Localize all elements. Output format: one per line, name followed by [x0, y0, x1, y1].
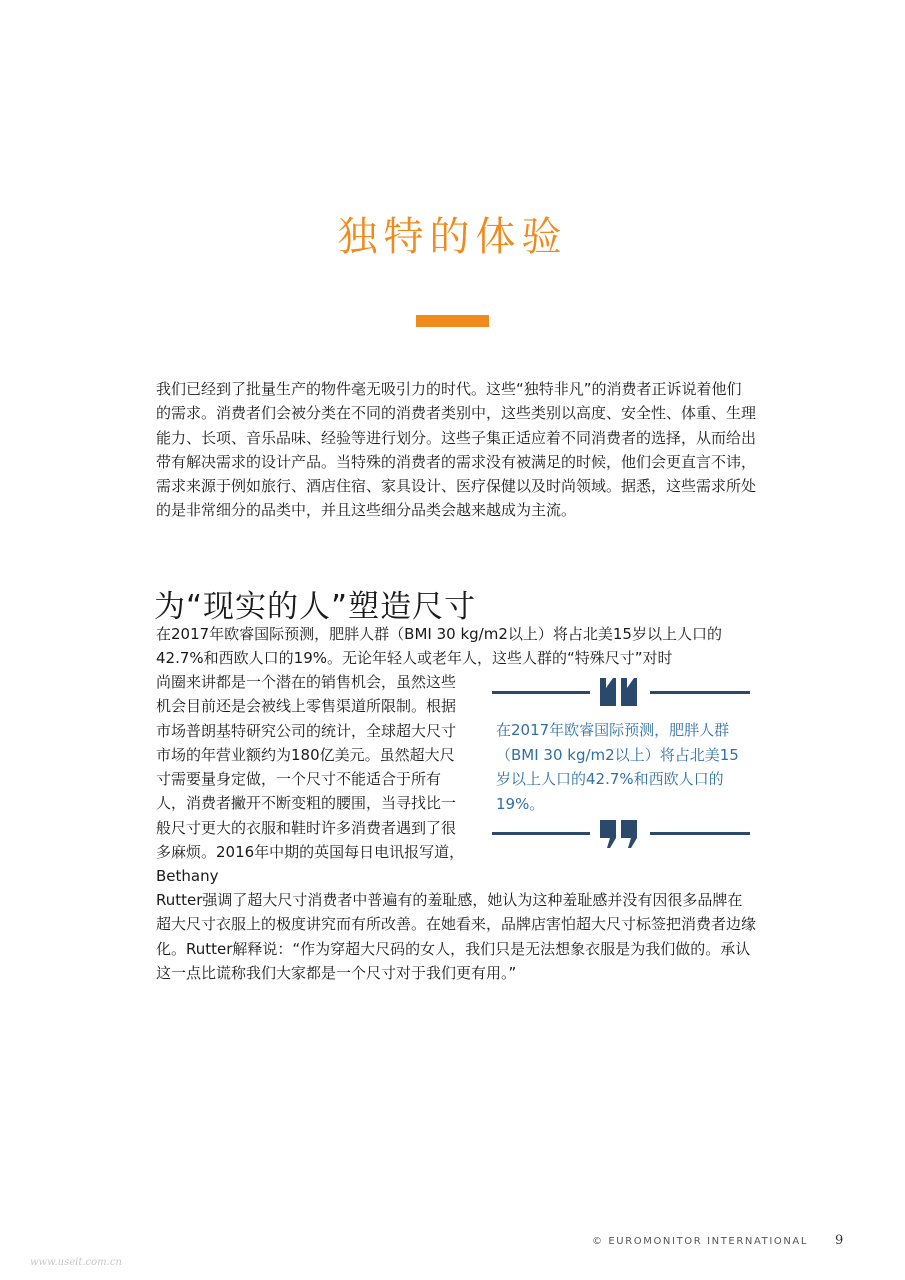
watermark: www.useit.com.cn — [30, 1257, 122, 1268]
pull-quote-text: 在2017年欧睿国际预测，肥胖人群（BMI 30 kg/m2以上）将占北美15岁以上人口的42.7%和西欧人口的19%。 — [496, 721, 739, 813]
quote-rule-bottom-left — [492, 832, 590, 835]
footer-copyright: © EUROMONITOR INTERNATIONAL — [592, 1236, 809, 1247]
pull-quote-box — [492, 670, 754, 865]
body-paragraph-part2: 尚圈来讲都是一个潜在的销售机会，虽然这些机会目前还是会被线上零售渠道所限制。根据市场普朗基特研究公司的统计，全球超大尺寸市场的年营业额约为180亿美元。虽然超大尺寸需要量身定做，一个尺寸不能适合于所有人，消费者撇开不断变粗的腰围，当寻找比一般尺寸更大的衣服和鞋时许多消费者遇到了很多麻烦。2016年中期的英国每日电讯报写道，Bethany — [156, 673, 465, 886]
page-title: 独特的体验 — [337, 214, 568, 260]
quote-rule-top-right — [650, 691, 750, 694]
body-paragraph-part3: Rutter强调了超大尺寸消费者中普遍有的羞耻感，她认为这种羞耻感并没有因很多品牌在超大尺寸衣服上的极度讲究而有所改善。在她看来，品牌店害怕超大尺寸标签把消费者边缘化。Rutter解释说：“作为穿超大尺码的女人，我们只是无法想象衣服是为我们做的。承认这一点比谎称我们大家都是一个尺寸对于我们更有用。” — [156, 891, 757, 982]
quote-close-icon — [600, 820, 640, 848]
intro-paragraph: 我们已经到了批量生产的物件毫无吸引力的时代。这些“独特非凡”的消费者正诉说着他们的需求。消费者们会被分类在不同的消费者类别中，这些类别以高度、安全性、体重、生理能力、长项、音乐品味、经验等进行划分。这些子集正适应着不同消费者的选择，从而给出带有解决需求的设计产品。当特殊的消费者的需求没有被满足的时候，他们会更直言不讳，需求来源于例如旅行、酒店住宿、家具设计、医疗保健以及时尚领域。据悉，这些需求所处的是非常细分的品类中，并且这些细分品类会越来越成为主流。 — [156, 380, 757, 520]
quote-open-icon — [600, 678, 640, 706]
section-heading: 为“现实的人”塑造尺寸 — [154, 589, 477, 625]
quote-rule-bottom-right — [650, 832, 750, 835]
title-underline-bar — [416, 315, 489, 327]
page-number: 9 — [835, 1233, 844, 1248]
body-paragraph-part1: 在2017年欧睿国际预测，肥胖人群（BMI 30 kg/m2以上）将占北美15岁以上人口的42.7%和西欧人口的19%。无论年轻人或老年人，这些人群的“特殊尺寸”对时 — [156, 625, 722, 668]
quote-rule-top-left — [492, 691, 590, 694]
